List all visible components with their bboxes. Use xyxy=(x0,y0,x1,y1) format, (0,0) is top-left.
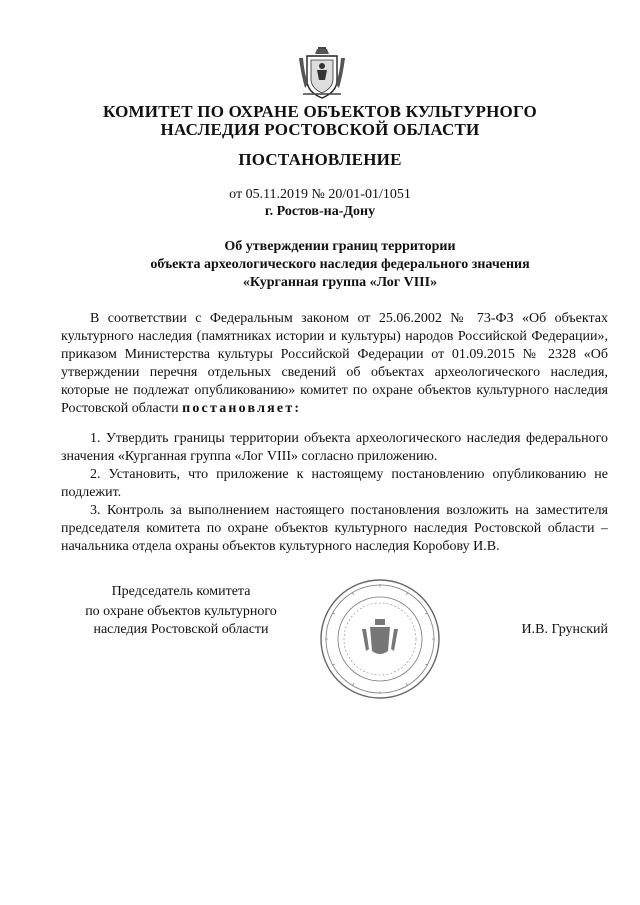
document-type-heading: ПОСТАНОВЛЕНИЕ xyxy=(238,150,402,169)
document-city: г. Ростов-на-Дону xyxy=(264,204,376,219)
decision-item-1: 1. Утвердить границы территории объекта археологического наследия федерального значения «Курганная группа «Лог VIII» согласно приложению. xyxy=(61,431,608,464)
preamble-text: В соответствии с Федеральным законом от 25.06.2002 № 73-ФЗ «Об объектах культурного наследия (памятниках истории и культуры) народов Российской Федерации», приказом Министерства культуры Российской Федерации от 01.09.2015 № 2328 «Об утверждении перечня отдельных сведений об объектах археологического наследия, которые не подлежат опубликованию» комитет по охране объектов культурного наследия Ростовской области xyxy=(61,311,608,416)
coat-of-arms-icon xyxy=(295,44,349,102)
official-stamp-icon xyxy=(318,577,442,701)
decision-item-3: 3. Контроль за выполнением настоящего постановления возложить на заместителя председателя комитета по охране объектов культурного наследия Ростовской области – начальника отдела охраны объектов культурного наследия Коробову И.В. xyxy=(61,503,608,554)
signer-title-line-3: наследия Ростовской области xyxy=(93,622,269,637)
decision-keyword: постановляет: xyxy=(182,401,302,416)
subject-line-2: объекта археологического наследия федерального значения xyxy=(150,257,530,272)
signer-title-line-2: по охране объектов культурного xyxy=(85,604,277,619)
signer-name: И.В. Грунский xyxy=(521,622,608,637)
document-date-number: от 05.11.2019 № 20/01-01/1051 xyxy=(229,187,411,202)
signer-title-line-1: Председатель комитета xyxy=(111,584,251,599)
organization-name-line-1: КОМИТЕТ ПО ОХРАНЕ ОБЪЕКТОВ КУЛЬТУРНОГО xyxy=(103,102,537,121)
subject-line-3: «Курганная группа «Лог VIII» xyxy=(242,275,438,290)
preamble-paragraph xyxy=(61,310,608,418)
decision-item-2: 2. Установить, что приложение к настоящему постановлению опубликованию не подлежит. xyxy=(61,467,608,500)
organization-name-line-2: НАСЛЕДИЯ РОСТОВСКОЙ ОБЛАСТИ xyxy=(160,120,480,139)
subject-line-1: Об утверждении границ территории xyxy=(224,239,456,254)
